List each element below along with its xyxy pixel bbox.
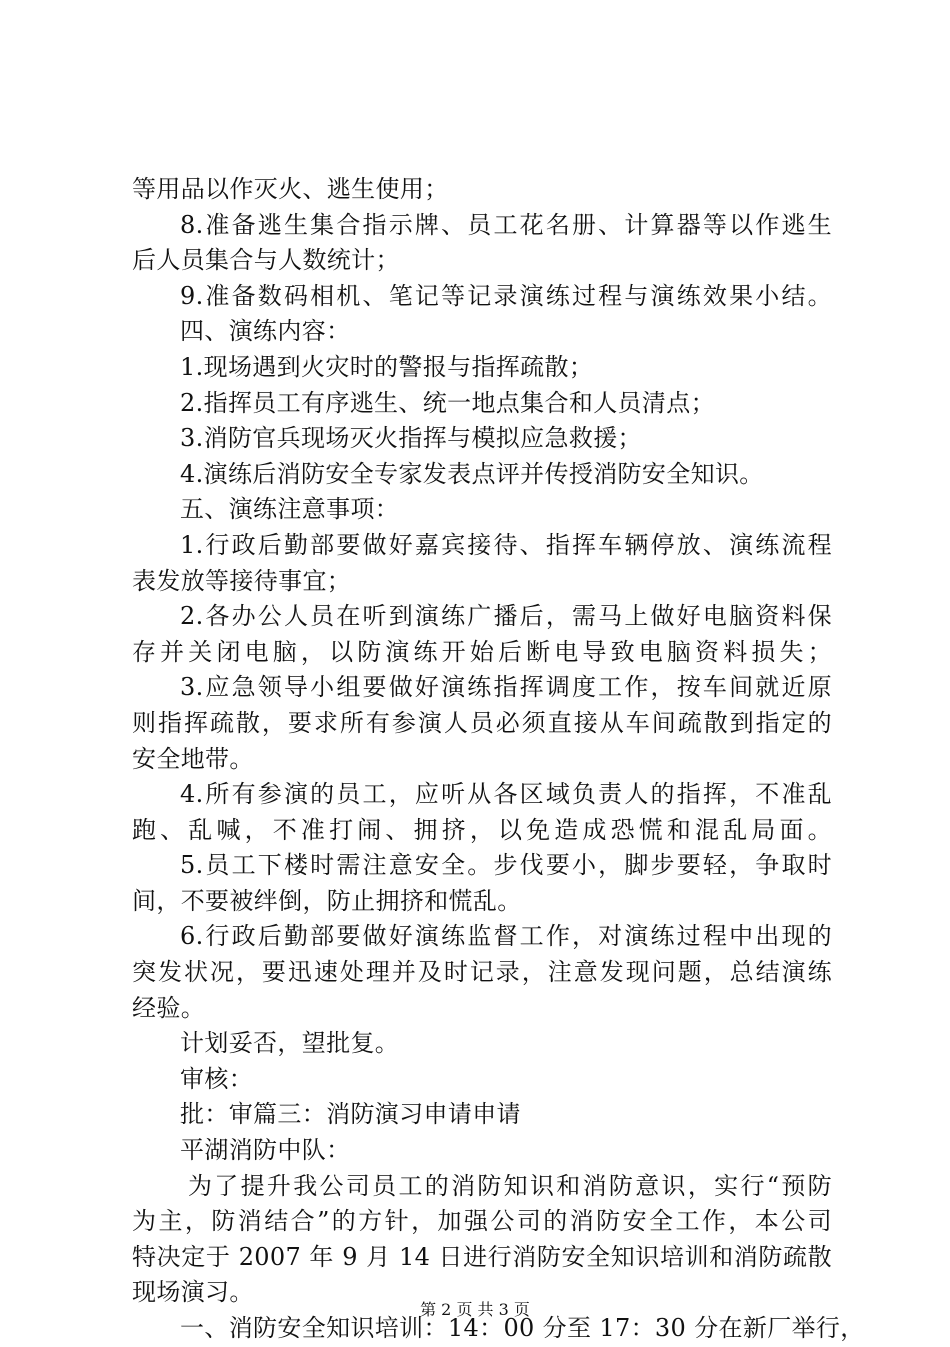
text-line: 特决定于 2007 年 9 月 14 日进行消防安全知识培训和消防疏散 [132,1242,832,1271]
text-line: 1.行政后勤部要做好嘉宾接待、指挥车辆停放、演练流程 [180,530,832,559]
text-line: 6.行政后勤部要做好演练监督工作，对演练过程中出现的 [180,922,832,951]
text-line: 8.准备逃生集合指示牌、员工花名册、计算器等以作逃生 [180,210,832,239]
text-line: 4.所有参演的员工，应听从各区域负责人的指挥，不准乱 [180,780,832,809]
text-line: 安全地带。 [132,744,254,773]
text-line: 3.应急领导小组要做好演练指挥调度工作，按车间就近原 [180,673,832,702]
text-line: 批：审篇三：消防演习申请申请 [180,1100,521,1129]
text-line: 跑、乱喊，不准打闹、拥挤，以免造成恐慌和混乱局面。 [132,815,832,844]
text-line: 2.指挥员工有序逃生、统一地点集合和人员清点； [180,388,715,417]
text-line: 突发状况，要迅速处理并及时记录，注意发现问题，总结演练 [132,958,832,987]
text-line: 3.消防官兵现场灭火指挥与模拟应急救援； [180,424,642,453]
text-line: 现场演习。 [132,1278,254,1307]
text-line: 1.现场遇到火灾时的警报与指挥疏散； [180,352,594,381]
page-number-footer: 第 2 页 共 3 页 [420,1300,530,1319]
document-body [132,172,865,1347]
text-line: 则指挥疏散，要求所有参演人员必须直接从车间疏散到指定的 [132,708,832,737]
text-line: 表发放等接待事宜； [132,566,352,595]
text-line: 2.各办公人员在听到演练广播后，需马上做好电脑资料保 [180,602,832,631]
text-line: 为主，防消结合”的方针，加强公司的消防安全工作，本公司 [132,1207,832,1236]
text-line: 9.准备数码相机、笔记等记录演练过程与演练效果小结。 [180,281,832,310]
text-line: 5.员工下楼时需注意安全。步伐要小，脚步要轻，争取时 [180,851,832,880]
text-line: 4.演练后消防安全专家发表点评并传授消防安全知识。 [180,459,764,488]
section-heading: 四、演练内容： [180,317,351,346]
text-line: 后人员集合与人数统计； [132,246,400,275]
text-line: 经验。 [132,993,206,1022]
text-line: 审核： [180,1064,254,1093]
text-line: 间，不要被绊倒，防止拥挤和慌乱。 [132,886,522,915]
section-heading: 五、演练注意事项： [180,495,400,524]
text-line: 等用品以作灭火、逃生使用； [132,175,449,203]
text-line: 存并关闭电脑，以防演练开始后断电导致电脑资料损失； [132,637,832,666]
text-line: 计划妥否，望批复。 [180,1029,400,1058]
text-line: 一、消防安全知识培训：14：00 分至 17：30 分在新厂举行， [180,1314,865,1342]
text-line: 为了提升我公司员工的消防知识和消防意识，实行“预防 [188,1171,832,1200]
text-line: 平湖消防中队： [180,1136,351,1165]
